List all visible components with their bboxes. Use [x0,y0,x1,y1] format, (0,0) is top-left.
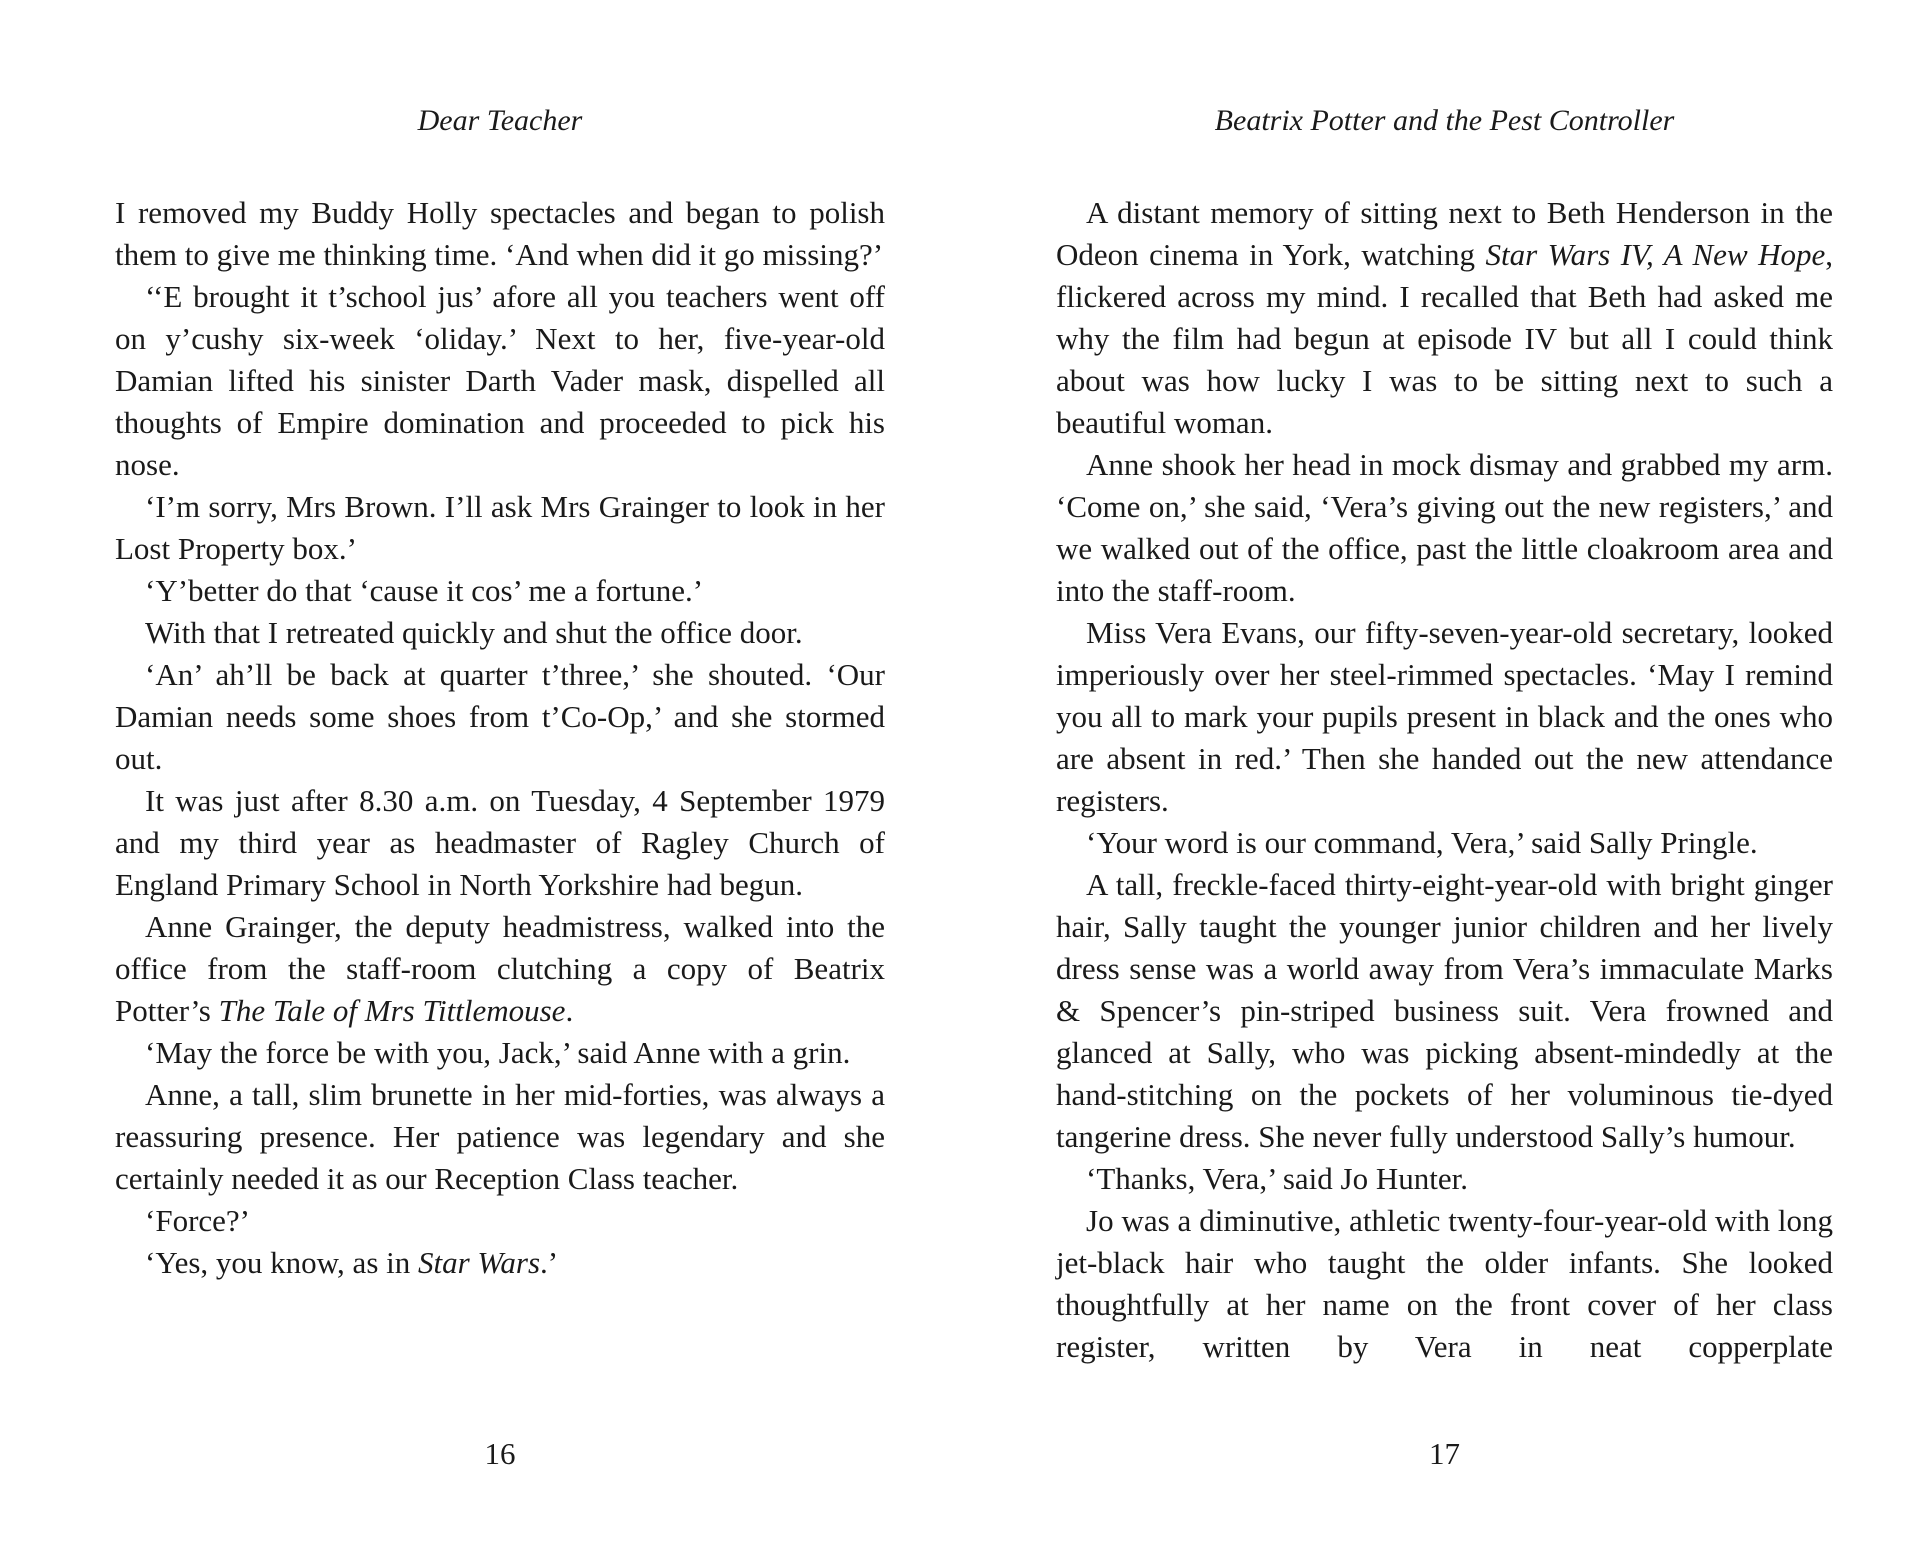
right-page [1056,0,1833,1552]
left-paragraph-12 [115,1242,885,1284]
left-paragraph-8 [115,906,885,1032]
right-paragraph-1-text-b: , flickered across my mind. I recalled that Beth had asked me why the film had begun at episode IV but all I could think about was how lucky I was to be sitting next to such a beautiful woman. [1056,237,1833,440]
right-paragraph-4: ‘Your word is our command, Vera,’ said Sally Pringle. [1086,825,1758,860]
right-paragraph-1-film-title: Star Wars IV, A New Hope [1485,237,1826,272]
right-paragraph-5: A tall, freckle-faced thirty-eight-year-old with bright ginger hair, Sally taught the younger junior children and her lively dress sense was a world away from Vera’s immaculate Marks & Spencer’s pin-striped business suit. Vera frowned and glanced at Sally, who was picking absent-mindedly at the hand-stitching on the pockets of her voluminous tie-dyed tangerine dress. She never fully understood Sally’s humour. [1056,867,1833,1154]
left-paragraph-12-film-title: Star Wars [418,1245,541,1280]
left-paragraph-3: ‘I’m sorry, Mrs Brown. I’ll ask Mrs Grainger to look in her Lost Property box.’ [115,489,885,566]
right-paragraph-7: Jo was a diminutive, athletic twenty-four-year-old with long jet-black hair who taught the older infants. She looked thoughtfully at her name on the front cover of her class register, written by Vera in neat copperplate [1056,1203,1833,1364]
left-paragraph-9: ‘May the force be with you, Jack,’ said Anne with a grin. [145,1035,851,1070]
right-page-number: 17 [1429,1436,1460,1471]
right-paragraph-6: ‘Thanks, Vera,’ said Jo Hunter. [1086,1161,1468,1196]
right-body-text [1056,192,1833,1368]
left-paragraph-4: ‘Y’better do that ‘cause it cos’ me a fortune.’ [145,573,704,608]
left-page [115,0,885,1552]
left-paragraph-12-text-a: ‘Yes, you know, as in [145,1245,418,1280]
right-paragraph-2: Anne shook her head in mock dismay and grabbed my arm. ‘Come on,’ she said, ‘Vera’s giving out the new registers,’ and we walked out of the office, past the little cloakroom area and into the staff-room. [1056,447,1833,608]
left-paragraph-11: ‘Force?’ [145,1203,250,1238]
left-body-text [115,192,885,1284]
left-paragraph-7: It was just after 8.30 a.m. on Tuesday, 4 September 1979 and my third year as headmaster of Ragley Church of England Primary School in North Yorkshire had begun. [115,783,885,902]
left-page-number: 16 [484,1436,516,1471]
left-paragraph-1: I removed my Buddy Holly spectacles and began to polish them to give me thinking time. ‘And when did it go missing?’ [115,195,885,272]
left-paragraph-6: ‘An’ ah’ll be back at quarter t’three,’ she shouted. ‘Our Damian needs some shoes from t’Co-Op,’ and she stormed out. [115,657,885,776]
left-paragraph-10: Anne, a tall, slim brunette in her mid-forties, was always a reassuring presence. Her patience was legendary and she certainly needed it as our Reception Class teacher. [115,1077,885,1196]
right-paragraph-3: Miss Vera Evans, our fifty-seven-year-old secretary, looked imperiously over her steel-rimmed spectacles. ‘May I remind you all to mark your pupils present in black and the ones who are absent in red.’ Then she handed out the new attendance registers. [1056,615,1833,818]
left-paragraph-8-book-title: The Tale of Mrs Tittlemouse [218,993,566,1028]
left-paragraph-8-text-a: Anne Grainger, the deputy headmistress, walked into the office from the staff-room clutching a copy of Beatrix Potter’s [115,909,885,1028]
left-paragraph-12-text-b: .’ [540,1245,559,1280]
left-running-head: Dear Teacher [417,104,583,137]
left-paragraph-5: With that I retreated quickly and shut the office door. [145,615,803,650]
right-paragraph-1 [1056,192,1833,444]
right-paragraph-1-text-a: A distant memory of sitting next to Beth Henderson in the Odeon cinema in York, watching [1056,195,1833,272]
left-paragraph-2: ‘‘E brought it t’school jus’ afore all you teachers went off on y’cushy six-week ‘oliday.’ Next to her, five-year-old Damian lifted his sinister Darth Vader mask, dispelled all thoughts of Empire domination and proceeded to pick his nose. [115,279,885,482]
left-paragraph-8-text-b: . [565,993,574,1028]
right-running-head: Beatrix Potter and the Pest Controller [1214,104,1675,137]
